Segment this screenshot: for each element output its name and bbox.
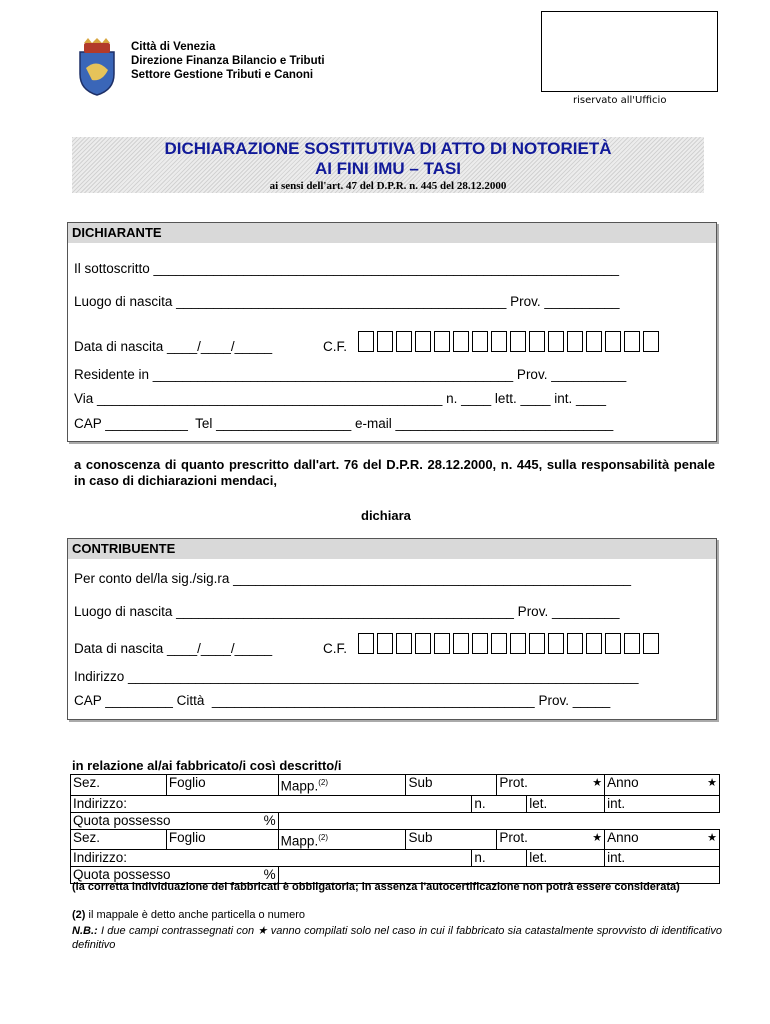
contribuente-heading: CONTRIBUENTE bbox=[68, 539, 716, 559]
star-icon: ★ bbox=[592, 777, 603, 789]
city-name: Città di Venezia bbox=[131, 41, 216, 53]
note2-text: il mappale è detto anche particella o numero bbox=[85, 909, 305, 921]
form-title: DICHIARAZIONE SOSTITUTIVA DI ATTO DI NOTORIETÀ bbox=[164, 139, 612, 158]
empty-cell bbox=[278, 812, 719, 829]
indirizzo-field[interactable]: Indirizzo ____________________________________________________________________ bbox=[74, 669, 639, 684]
statement-text: a conoscenza di quanto prescritto dall'art. 76 del D.P.R. 28.12.2000, n. 445, sulla responsabilità penale in caso di dichiarazioni mendaci, bbox=[74, 457, 715, 488]
foglio-cell[interactable]: Foglio bbox=[166, 829, 278, 850]
star-icon: ★ bbox=[592, 831, 603, 844]
cf-boxes[interactable] bbox=[358, 331, 662, 352]
residente-field[interactable]: Residente in ________________________________________________ Prov. __________ bbox=[74, 367, 627, 382]
n-cell[interactable]: n. bbox=[472, 795, 527, 812]
via-field[interactable]: Via ______________________________________________ n. ____ lett. ____ int. ____ bbox=[74, 391, 607, 406]
int-cell[interactable]: int. bbox=[605, 850, 720, 867]
star-icon: ★ bbox=[707, 831, 717, 844]
table-row bbox=[71, 812, 720, 829]
percent-sign: % bbox=[263, 812, 276, 828]
note-mappale bbox=[72, 908, 722, 922]
mapp-cell[interactable] bbox=[278, 775, 406, 796]
contribuente-cf-label: C.F. bbox=[323, 641, 348, 656]
table-row bbox=[71, 775, 720, 796]
prot-label: Prot. bbox=[499, 775, 528, 790]
sez-cell[interactable]: Sez. bbox=[71, 775, 167, 796]
nb-mark: N.B.: bbox=[72, 925, 98, 937]
let-cell[interactable]: let. bbox=[527, 850, 605, 867]
cap-tel-email-field[interactable]: CAP ___________ Tel __________________ e-mail _____________________________ bbox=[74, 416, 614, 431]
foglio-cell[interactable]: Foglio bbox=[166, 775, 278, 796]
table-row bbox=[71, 795, 720, 812]
n-cell[interactable]: n. bbox=[472, 850, 527, 867]
let-cell[interactable]: let. bbox=[527, 795, 605, 812]
sub-cell[interactable]: Sub bbox=[406, 775, 497, 796]
office-use-label: riservato all'Ufficio bbox=[573, 95, 667, 106]
venezia-crest-logo bbox=[74, 38, 120, 96]
form-title-line2: AI FINI IMU – TASI bbox=[314, 159, 462, 178]
dichiara-label: dichiara bbox=[361, 508, 411, 523]
anno-label: Anno bbox=[607, 829, 639, 845]
sez-cell[interactable]: Sez. bbox=[71, 829, 167, 850]
note2-mark: (2) bbox=[72, 909, 86, 921]
anno-cell[interactable] bbox=[605, 829, 720, 850]
percent-sign: % bbox=[263, 867, 276, 882]
contribuente-data-field[interactable]: Data di nascita ____/____/_____ bbox=[74, 641, 273, 656]
data-nascita-field[interactable]: Data di nascita ____/____/_____ bbox=[74, 339, 273, 354]
mapp-note: (2) bbox=[318, 778, 328, 787]
star-icon: ★ bbox=[707, 777, 717, 789]
int-cell[interactable]: int. bbox=[605, 795, 720, 812]
contribuente-cf-boxes[interactable] bbox=[358, 633, 662, 654]
nb-note bbox=[72, 924, 722, 952]
mapp-cell[interactable] bbox=[278, 829, 406, 850]
sector-name: Settore Gestione Tributi e Canoni bbox=[131, 69, 314, 81]
indirizzo-cell[interactable]: Indirizzo: bbox=[71, 795, 472, 812]
contribuente-luogo-field[interactable]: Luogo di nascita _____________________________________________ Prov. _________ bbox=[74, 604, 620, 619]
mapp-note: (2) bbox=[318, 832, 328, 842]
department-name: Direzione Finanza Bilancio e Tributi bbox=[131, 55, 325, 67]
cf-label: C.F. bbox=[323, 339, 348, 354]
prot-cell[interactable] bbox=[497, 775, 605, 796]
anno-label: Anno bbox=[607, 775, 639, 790]
anno-cell[interactable] bbox=[605, 775, 720, 796]
mapp-label: Mapp. bbox=[280, 833, 319, 848]
dichiarante-heading: DICHIARANTE bbox=[68, 223, 716, 243]
indirizzo-cell[interactable]: Indirizzo: bbox=[71, 850, 472, 867]
quota-cell[interactable] bbox=[71, 812, 279, 829]
contribuente-cap-field[interactable]: CAP _________ Città ___________________________________________ Prov. _____ bbox=[74, 693, 611, 708]
prot-cell[interactable] bbox=[497, 829, 605, 850]
fabbricati-table bbox=[70, 774, 720, 884]
nb-text: I due campi contrassegnati con ★ vanno compilati solo nel caso in cui il fabbricato sia catastalmente sprovvisto di identificativo definitivo bbox=[72, 925, 722, 951]
sub-cell[interactable]: Sub bbox=[406, 829, 497, 850]
issuer-block bbox=[131, 40, 325, 82]
note-fabbricati: (la corretta individuazione dei fabbricati è obbligatoria; in assenza l'autocertificazione non potrà essere considerata) bbox=[72, 881, 680, 893]
sottoscritto-field[interactable]: Il sottoscritto ______________________________________________________________ bbox=[74, 261, 620, 276]
form-subtitle: ai sensi dell'art. 47 del D.P.R. n. 445 del 28.12.2000 bbox=[269, 180, 507, 192]
office-use-box bbox=[541, 11, 718, 92]
table-row bbox=[71, 829, 720, 850]
per-conto-field[interactable]: Per conto del/la sig./sig.ra _____________________________________________________ bbox=[74, 571, 632, 586]
quota-label: Quota possesso bbox=[73, 867, 171, 882]
mapp-label: Mapp. bbox=[280, 778, 319, 794]
quota-label: Quota possesso bbox=[73, 812, 171, 828]
prot-label: Prot. bbox=[499, 829, 528, 845]
fabbricati-heading: in relazione al/ai fabbricato/i così descritto/i bbox=[72, 758, 342, 773]
table-row bbox=[71, 850, 720, 867]
luogo-nascita-field[interactable]: Luogo di nascita ____________________________________________ Prov. __________ bbox=[74, 294, 620, 309]
